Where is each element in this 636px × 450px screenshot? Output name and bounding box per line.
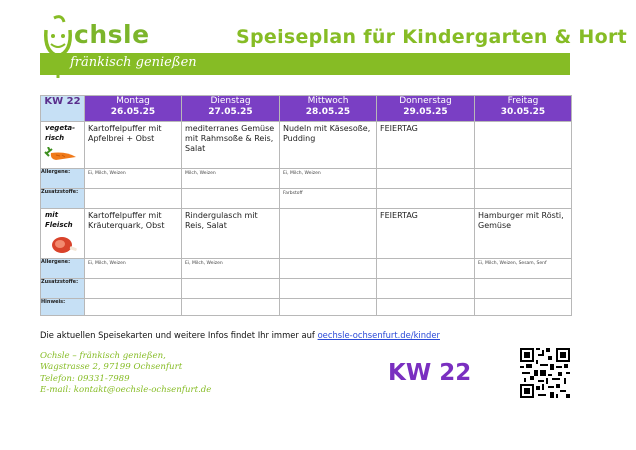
- notes-cell: [377, 299, 475, 316]
- menu-table: [40, 95, 572, 316]
- meal-cell: [377, 122, 475, 169]
- notes-cell: [475, 299, 572, 316]
- ham-icon: [49, 233, 79, 255]
- allergens-cell: [377, 259, 475, 279]
- meat-category: [41, 209, 85, 259]
- meal-cell: [280, 122, 377, 169]
- day-header-thursday: [377, 96, 475, 122]
- big-week-label: KW 22: [388, 360, 472, 386]
- vegetarian-meal-row: [41, 122, 572, 169]
- contact-block: [40, 351, 211, 397]
- category-label-line2: risch: [45, 134, 65, 142]
- allergens-cell: [85, 259, 182, 279]
- week-label: KW 22: [41, 96, 85, 122]
- day-header-tuesday: [182, 96, 280, 122]
- category-label-line1: mit: [45, 211, 59, 219]
- meal-text: FEIERTAG: [380, 211, 418, 220]
- notes-cell: [280, 299, 377, 316]
- notes-text: [475, 299, 571, 303]
- contact-name: Ochsle – fränkisch genießen,: [40, 351, 166, 361]
- additives-cell: [85, 189, 182, 209]
- allergens-cell: [182, 259, 280, 279]
- meal-text: Hamburger mit Rösti, Gemüse: [478, 211, 564, 230]
- contact-address: Wagstrasse 2, 97199 Ochsenfurt: [40, 362, 183, 373]
- allergens-text: Ei, Milch, Weizen, Sesam, Senf: [478, 261, 547, 266]
- day-date: 29.05.25: [403, 107, 448, 117]
- additives-cell: [85, 279, 182, 299]
- meal-cell: [182, 209, 280, 259]
- allergens-label: Allergene:: [41, 259, 85, 279]
- contact-phone: Telefon: 09331-7989: [40, 373, 130, 384]
- day-header-friday: [475, 96, 572, 122]
- meat-additives-row: [41, 279, 572, 299]
- allergens-text: [280, 259, 376, 263]
- allergens-label: Allergene:: [41, 169, 85, 189]
- allergens-text: Ei, Milch, Weizen: [88, 261, 126, 266]
- website-link[interactable]: oechsle-ochsenfurt.de/kinder: [317, 330, 440, 340]
- day-name: Dienstag: [210, 96, 251, 106]
- additives-cell: [182, 189, 280, 209]
- allergens-text: Ei, Milch, Weizen: [283, 171, 321, 176]
- meal-text: Kartoffelpuffer mit Kräuterquark, Obst: [88, 211, 165, 230]
- day-date: 27.05.25: [208, 107, 253, 117]
- category-label-line1: vegeta-: [45, 124, 76, 132]
- meal-text: [475, 122, 571, 126]
- meal-cell: [182, 122, 280, 169]
- allergens-text: Ei, Milch, Weizen: [185, 261, 223, 266]
- qr-code-icon[interactable]: [520, 348, 570, 398]
- day-date: 28.05.25: [305, 107, 351, 117]
- footer-info-text: Die aktuellen Speisekarten und weitere Infos findet Ihr immer auf: [40, 330, 318, 340]
- additives-text: [85, 189, 181, 193]
- additives-text: [377, 189, 474, 193]
- day-name: Mittwoch: [307, 96, 349, 106]
- vegetarian-allergens-row: [41, 169, 572, 189]
- allergens-text: Ei, Milch, Weizen: [88, 171, 126, 176]
- additives-text: [182, 279, 279, 283]
- allergens-cell: [475, 259, 572, 279]
- day-date: 26.05.25: [110, 107, 156, 117]
- notes-row: [41, 299, 572, 316]
- meal-cell: [280, 209, 377, 259]
- day-name: Montag: [116, 96, 150, 106]
- allergens-cell: [182, 169, 280, 189]
- allergens-text: [377, 169, 474, 173]
- allergens-cell: [475, 169, 572, 189]
- day-date: 30.05.25: [500, 107, 546, 117]
- meal-text: mediterranes Gemüse mit Rahmsoße & Reis, Salat: [185, 124, 275, 153]
- notes-text: [85, 299, 181, 303]
- additives-cell: [475, 279, 572, 299]
- allergens-cell: [377, 169, 475, 189]
- notes-label: Hinweis:: [41, 299, 85, 316]
- day-name: Freitag: [507, 96, 539, 106]
- meal-text: Kartoffelpuffer mit Apfelbrei + Obst: [88, 124, 162, 143]
- additives-text: [280, 279, 376, 283]
- additives-cell: [475, 189, 572, 209]
- additives-text: [475, 279, 571, 283]
- additives-cell: [280, 189, 377, 209]
- meal-cell: [377, 209, 475, 259]
- notes-text: [377, 299, 474, 303]
- allergens-text: Milch, Weizen: [185, 171, 216, 176]
- meat-allergens-row: [41, 259, 572, 279]
- vegetarian-category: [41, 122, 85, 169]
- brand-name: chsle: [74, 20, 150, 49]
- day-header-wednesday: [280, 96, 377, 122]
- meal-cell: [475, 209, 572, 259]
- day-name: Donnerstag: [399, 96, 452, 106]
- page-title: Speiseplan für Kindergarten & Hort: [236, 26, 628, 48]
- allergens-text: [377, 259, 474, 263]
- additives-cell: [377, 279, 475, 299]
- additives-label: Zusatzstoffe:: [41, 189, 85, 209]
- notes-cell: [182, 299, 280, 316]
- header-row: [41, 96, 572, 122]
- additives-text: [182, 189, 279, 193]
- allergens-cell: [85, 169, 182, 189]
- category-label-line2: Fleisch: [45, 221, 73, 229]
- notes-text: [182, 299, 279, 303]
- additives-text: [85, 279, 181, 283]
- allergens-cell: [280, 169, 377, 189]
- additives-text: [475, 189, 571, 193]
- additives-text: [377, 279, 474, 283]
- day-header-monday: [85, 96, 182, 122]
- additives-cell: [182, 279, 280, 299]
- footer-info: [40, 330, 440, 340]
- allergens-cell: [280, 259, 377, 279]
- additives-cell: [377, 189, 475, 209]
- meal-cell: [475, 122, 572, 169]
- contact-email: E-mail: kontakt@oechsle-ochsenfurt.de: [40, 385, 212, 396]
- additives-cell: [280, 279, 377, 299]
- meal-text: [280, 209, 376, 213]
- allergens-text: [475, 169, 571, 173]
- meal-cell: [85, 209, 182, 259]
- additives-label: Zusatzstoffe:: [41, 279, 85, 299]
- notes-cell: [85, 299, 182, 316]
- meal-cell: [85, 122, 182, 169]
- meal-text: Rindergulasch mit Reis, Salat: [185, 211, 258, 230]
- meal-text: FEIERTAG: [380, 124, 418, 133]
- carrot-icon: [44, 147, 78, 167]
- vegetarian-additives-row: [41, 189, 572, 209]
- meal-text: Nudeln mit Käsesoße, Pudding: [283, 124, 371, 143]
- notes-text: [280, 299, 376, 303]
- additives-text: Farbstoff: [283, 191, 303, 196]
- brand-tagline: fränkisch genießen: [70, 55, 197, 70]
- meat-meal-row: [41, 209, 572, 259]
